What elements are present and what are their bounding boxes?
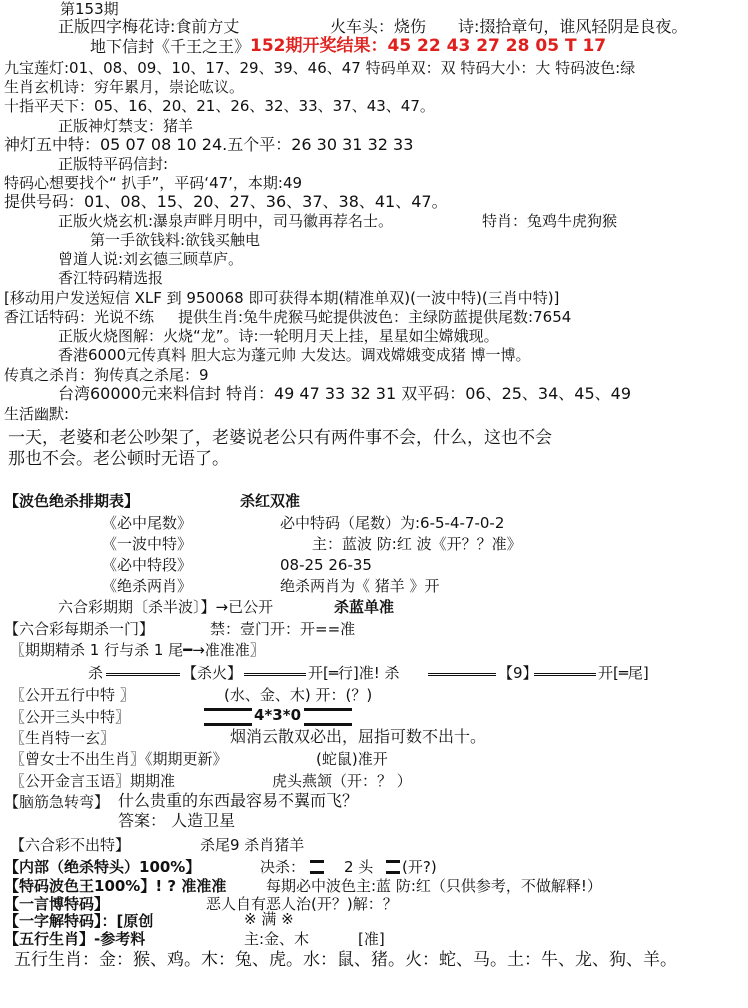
bar-mark — [386, 860, 400, 874]
kill-nine: 【9】 — [498, 664, 538, 682]
ms-zeng-label: 〖曾女士不出生肖〗《期期更新》 — [10, 750, 228, 768]
ten-fingers-numbers: 十指平天下：05、16、20、21、26、32、33、37、43、47。 — [4, 97, 435, 115]
fire-mystery: 正版火烧玄机:瀑泉声畔月明中，司马徽再荐名士。 — [58, 212, 394, 230]
lamp-five-numbers: 神灯五中特：05 07 08 10 24.五个平：26 30 31 32 33 — [4, 135, 414, 154]
lamp-ban: 正版神灯禁支：猪羊 — [58, 117, 194, 135]
issue-number: 第153期 — [60, 0, 119, 18]
precise-kill-title: 〖期期精杀 1 行与杀 1 尾━→准准准〗 — [10, 641, 265, 659]
ms-zeng-value: (蛇鼠)准开 — [316, 750, 388, 768]
riddle-answer: 答案： 人造卫星 — [118, 811, 236, 830]
wave-king-label: 【特码波色王100%】! ? 准准准 — [4, 877, 227, 895]
kill-two-label: 《绝杀两肖》 — [102, 577, 193, 595]
kill-two-value: 绝杀两肖为《 猪羊 》开 — [280, 577, 440, 595]
kill-prefix: 杀 — [88, 664, 104, 682]
riddle-question: 什么贵重的东西最容易不翼而飞？ — [118, 791, 359, 810]
bar-mark — [304, 708, 352, 726]
divider-bar — [534, 673, 596, 676]
bar-mark — [310, 860, 324, 874]
five-elements-value: (水、金、木) 开：(？) — [224, 686, 373, 704]
bar-mark — [204, 708, 252, 726]
fax-kill: 传真之杀肖：狗传真之杀尾：9 — [4, 366, 209, 384]
three-heads-label: 〖公开三头中特〗 — [10, 708, 131, 726]
divider-bar — [106, 673, 180, 676]
inner-kill-prefix: 决杀： — [260, 858, 306, 876]
special-envelope-title: 正版特平码信封: — [58, 155, 169, 173]
zodiac-poem: 生肖玄机诗：穷年累月，崇论吰议。 — [4, 78, 245, 96]
tail-value: 必中特码（尾数）为:6-5-4-7-0-2 — [280, 514, 505, 532]
tail-label: 《必中尾数》 — [102, 514, 193, 532]
underground-envelope: 地下信封《千王之王》 — [90, 37, 251, 56]
wave-label: 《一波中特》 — [102, 535, 193, 553]
sms-promo: [移动用户发送短信 XLF 到 950068 即可获得本期(精准单双)(一波中特)(三肖中特)] — [4, 289, 560, 307]
poem-line: 诗:掇拾章句，谁风轻阴是良夜。 — [458, 17, 688, 36]
five-element-zodiac-list: 五行生肖：金：猴、鸡。木：兔、虎。水：鼠、猪。火：蛇、马。土：牛、龙、狗、羊。 — [14, 950, 677, 970]
plum-poem: 正版四字梅花诗:食前方丈 — [58, 17, 240, 36]
inner-kill-head: 2 头 — [344, 858, 374, 876]
zodiac-mystery-value: 烟消云散双必出，屈指可数不出十。 — [230, 727, 487, 746]
hk-fax: 香港6000元传真料 胆大忘为蓬元帅 大发达。调戏嫦娥变成猪 博一博。 — [58, 346, 531, 364]
kill-door-label: 【六合彩每期杀一门】 — [4, 620, 155, 638]
nine-lotus-numbers: 九宝莲灯:01、08、09、10、17、29、39、46、47 特码单双：双 特码大小：大 特码波色:绿 — [4, 59, 636, 77]
xiangjiang-title: 香江特码精选报 — [58, 269, 164, 287]
five-element-zodiac-main: 主:金、木 — [244, 930, 310, 948]
one-char-label: 【一字解特码】：[原创 — [4, 912, 154, 930]
kill-row-middle: 开[═行]准! 杀 — [308, 664, 400, 682]
provided-zodiac-colors: 提供生肖:兔牛虎猴马蛇提供波色：主绿防蓝提供尾数:7654 — [178, 308, 572, 326]
provided-numbers: 提供号码：01、08、15、20、27、36、37、38、41、47。 — [4, 192, 448, 211]
first-hand-material: 第一手欲钱料:欲钱买触电 — [90, 231, 261, 249]
color-kill-table-title: 【波色绝杀排期表】 — [4, 492, 140, 510]
half-wave-label: 六合彩期期〔杀半波〕】→已公开 — [58, 598, 274, 616]
special-zodiac: 特肖：兔鸡牛虎狗猴 — [482, 212, 618, 230]
five-element-zodiac-label: 【五行生肖】-参考料 — [4, 930, 146, 948]
golden-words-value: 虎头燕颔（开：？ ） — [272, 772, 412, 790]
inner-kill-open: (开?) — [402, 858, 437, 876]
joke-line-2: 那也不会。老公顿时无语了。 — [8, 449, 229, 469]
half-wave-value: 杀蓝单准 — [334, 598, 395, 616]
one-word-label: 【一言博特码】 — [4, 895, 110, 913]
zodiac-mystery-label: 〖生肖特一玄〗 — [10, 729, 116, 747]
divider-bar — [428, 673, 496, 676]
no-special-value: 杀尾9 杀肖猪羊 — [200, 836, 305, 854]
kill-door-value: 禁：壹门开：开==准 — [210, 620, 356, 638]
wave-king-value: 每期必中波色主:蓝 防:红（只供参考，不做解释!） — [266, 877, 602, 895]
riddle-label: 【脑筋急转弯】 — [4, 793, 110, 811]
kill-row-end: 开[═尾] — [598, 664, 649, 682]
one-word-value: 恶人自有恶人治(开？)解：？ — [206, 895, 398, 913]
draw-result: 152期开奖结果：45 22 43 27 28 05 T 17 — [250, 36, 607, 56]
no-special-label: 【六合彩不出特】 — [10, 836, 131, 854]
three-heads-value: 4*3*0 — [254, 706, 301, 724]
five-element-zodiac-tag: [准] — [358, 930, 385, 948]
color-kill-table-value: 杀红双准 — [240, 492, 301, 510]
joke-line-1: 一天，老婆和老公吵架了，老婆说老公只有两件事不会，什么，这也不会 — [8, 428, 552, 448]
wave-value: 主：蓝波 防:红 波《开？？准》 — [312, 535, 522, 553]
zeng-says: 曾道人说:刘玄德三顾草庐。 — [58, 250, 244, 268]
humor-title: 生活幽默: — [4, 405, 70, 423]
kill-fire: 【杀火】 — [182, 664, 243, 682]
divider-bar — [244, 673, 306, 676]
one-char-value: ※ 满 ※ — [244, 910, 294, 928]
inner-kill-label: 【内部（绝杀特头）100%】 — [4, 858, 201, 876]
train-head: 火车头：烧伤 — [330, 17, 427, 36]
fire-diagram: 正版火烧图解：火烧“龙”。诗:一轮明月天上挂，星星如尘嫦娥现。 — [58, 327, 499, 345]
segment-label: 《必中特段》 — [102, 556, 193, 574]
taiwan-envelope: 台湾60000元来料信封 特肖：49 47 33 32 31 双平码：06、25、34、45、49 — [58, 384, 632, 403]
special-code-riddle: 特码心想要找个“ 扒手”，平码‘47’，本期:49 — [4, 174, 303, 192]
segment-value: 08-25 26-35 — [280, 556, 372, 574]
five-elements-label: 〖公开五行中特 〗 — [10, 686, 135, 704]
golden-words-label: 〖公开金言玉语〗期期准 — [10, 772, 176, 790]
xiangjiang-talk: 香江话特码：光说不练 — [4, 308, 155, 326]
